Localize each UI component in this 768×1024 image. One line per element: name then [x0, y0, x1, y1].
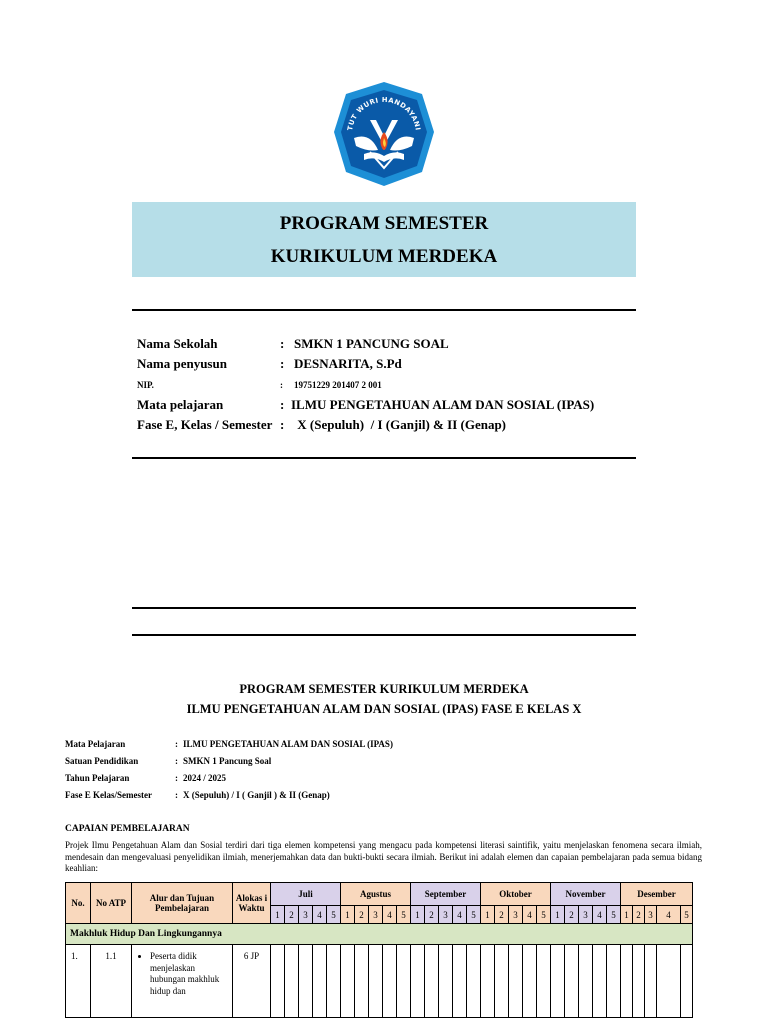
week-cell: 2 [355, 906, 369, 924]
meta-label: Tahun Pelajaran [65, 773, 130, 783]
week-cell: 1 [481, 906, 495, 924]
identity-row: Nama penyusun : DESNARITA, S.Pd [137, 356, 402, 371]
schedule-table [65, 882, 693, 1018]
week-cell: 1 [551, 906, 565, 924]
identity-row: Nama Sekolah : SMKN 1 PANCUNG SOAL [137, 336, 449, 351]
week-cell: 4 [523, 906, 537, 924]
divider [132, 457, 636, 459]
week-cell: 2 [495, 906, 509, 924]
meta-label: Fase E Kelas/Semester [65, 790, 152, 800]
week-cell: 3 [509, 906, 523, 924]
cover-title-line2: KURIKULUM MERDEKA [270, 246, 498, 267]
identity-label: NIP. [137, 380, 154, 390]
month-header: Agustus [341, 883, 411, 906]
week-cell: 2 [285, 906, 299, 924]
row-no: 1. [66, 945, 91, 1018]
cover-title-line1: PROGRAM SEMESTER [279, 213, 489, 234]
week-cell: 1 [621, 906, 633, 924]
row-atp: 1.1 [91, 945, 132, 1018]
week-cell: 4 [453, 906, 467, 924]
week-cell: 3 [439, 906, 453, 924]
tujuan-item: • Peserta didik menjelaskan hubungan makhluk hidup dan [150, 951, 230, 997]
month-header: Oktober [481, 883, 551, 906]
header-alur-tujuan: Alur dan Tujuan Pembelajaran [132, 883, 233, 924]
week-cell: 5 [537, 906, 551, 924]
identity-value: DESNARITA, S.Pd [294, 356, 402, 371]
table-row [66, 945, 693, 1018]
week-cell: 1 [271, 906, 285, 924]
capaian-title: CAPAIAN PEMBELAJARAN [65, 824, 190, 834]
month-header: Juli [271, 883, 341, 906]
divider [132, 309, 636, 311]
week-cell: 1 [411, 906, 425, 924]
logo-emblem-icon [330, 80, 438, 188]
cover-title-box [132, 202, 636, 277]
identity-label: Nama Sekolah [137, 336, 218, 351]
meta-label: Satuan Pendidikan [65, 756, 139, 766]
week-cell: 2 [633, 906, 645, 924]
week-cell: 5 [327, 906, 341, 924]
header-no: No. [66, 883, 91, 924]
identity-value: 19751229 201407 2 001 [294, 380, 382, 390]
week-cell: 3 [299, 906, 313, 924]
identity-value: ILMU PENGETAHUAN ALAM DAN SOSIAL (IPAS) [291, 397, 595, 412]
week-cell: 4 [313, 906, 327, 924]
month-header: November [551, 883, 621, 906]
week-cell: 2 [425, 906, 439, 924]
tut-wuri-handayani-logo [330, 80, 438, 188]
week-cell: 3 [369, 906, 383, 924]
identity-row: Fase E, Kelas / Semester : X (Sepuluh) / I (Ganjil) & II (Genap) [137, 417, 506, 432]
divider [132, 607, 636, 609]
meta-value: ILMU PENGETAHUAN ALAM DAN SOSIAL (IPAS) [183, 739, 393, 749]
week-cell: 2 [565, 906, 579, 924]
group-row: Makhluk Hidup Dan Lingkungannya [66, 924, 693, 945]
month-header: Desember [621, 883, 693, 906]
row-alokasi: 6 JP [233, 945, 271, 1018]
logo-motto: TUT WURI HANDAYANI [346, 95, 422, 132]
page-heading-line2: ILMU PENGETAHUAN ALAM DAN SOSIAL (IPAS) FASE E KELAS X [186, 702, 582, 716]
identity-value: SMKN 1 PANCUNG SOAL [294, 336, 449, 351]
meta-value: X (Sepuluh) / I ( Ganjil ) & II (Genap) [183, 790, 330, 800]
meta-value: SMKN 1 Pancung Soal [183, 756, 272, 766]
week-cell: 4 [593, 906, 607, 924]
header-alokasi-waktu: Alokas i Waktu [233, 883, 271, 924]
row-tujuan [132, 945, 233, 1018]
week-cell: 5 [681, 906, 693, 924]
week-cell: 3 [645, 906, 657, 924]
identity-label: Fase E, Kelas / Semester [137, 417, 273, 432]
capaian-text: Projek Ilmu Pengetahuan Alam dan Sosial terdiri dari tiga elemen kompetensi yang mengacu pada kompetensi literasi saintifik, yaitu menjelaskan fenomena secara ilmiah, mendesain dan mengevaluasi penyelidikan ilmiah, menerjemahkan data dan bukti-bukti secara ilmiah. Berikut ini adalah elemen dan capaian pembelajaran pada semua bidang keahlian: [65, 840, 702, 873]
identity-label: Mata pelajaran [137, 397, 224, 412]
meta-value: 2024 / 2025 [183, 773, 227, 783]
week-cell: 1 [341, 906, 355, 924]
week-cell: 3 [579, 906, 593, 924]
week-cell: 5 [607, 906, 621, 924]
identity-row: NIP. : 19751229 201407 2 001 [137, 380, 382, 390]
week-cell: 4 [383, 906, 397, 924]
week-cell: 5 [467, 906, 481, 924]
identity-label: Nama penyusun [137, 356, 227, 371]
identity-row: Mata pelajaran : ILMU PENGETAHUAN ALAM DAN SOSIAL (IPAS) [137, 397, 595, 412]
week-cell: 4 [657, 906, 681, 924]
month-header: September [411, 883, 481, 906]
week-cell: 5 [397, 906, 411, 924]
divider [132, 634, 636, 636]
meta-label: Mata Pelajaran [65, 739, 126, 749]
identity-value: X (Sepuluh) / I (Ganjil) & II (Genap) [294, 417, 506, 432]
header-no-atp: No ATP [91, 883, 132, 924]
page-heading-line1: PROGRAM SEMESTER KURIKULUM MERDEKA [239, 682, 529, 696]
